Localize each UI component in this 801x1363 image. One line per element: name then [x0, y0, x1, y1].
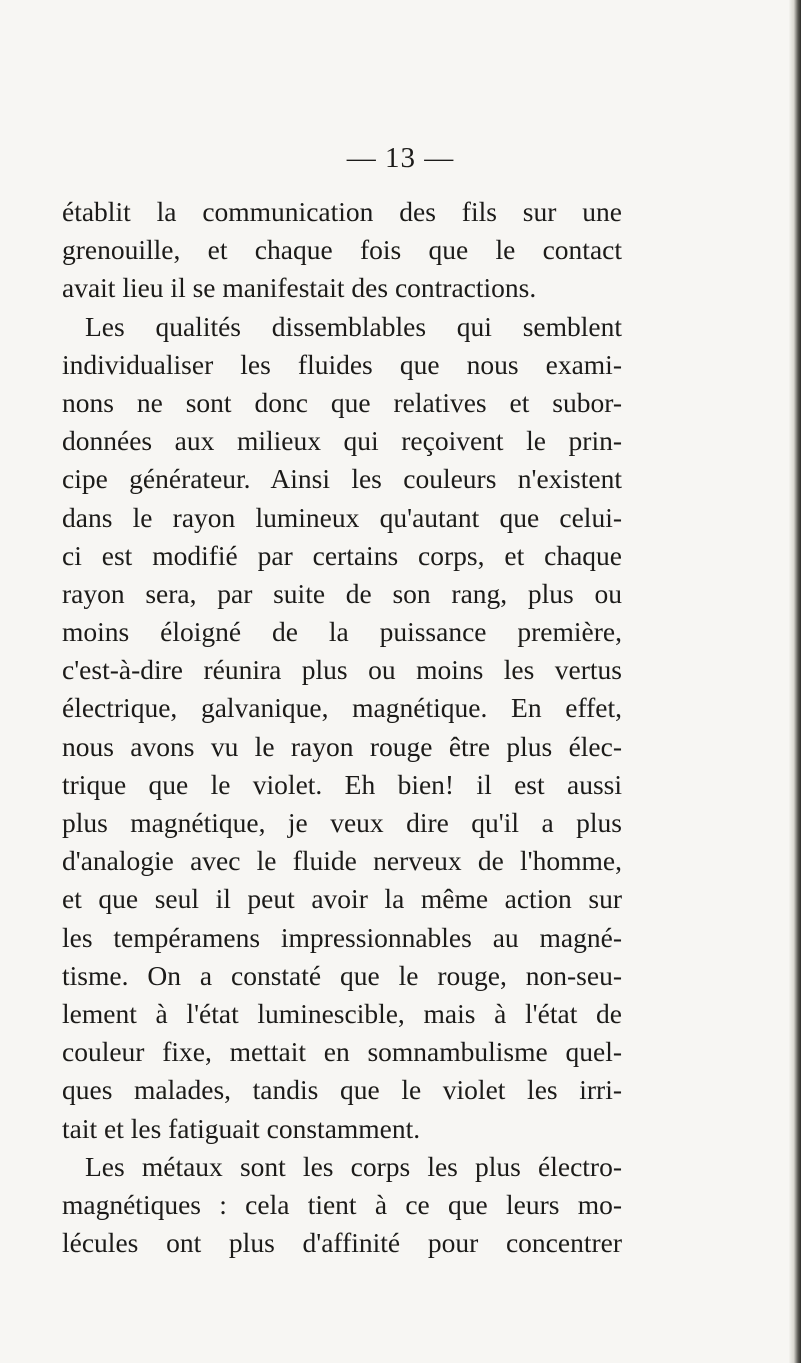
- text-line: Les métaux sont les corps les plus électro-: [85, 1150, 622, 1182]
- text-line: c'est-à-dire réunira plus ou moins les vertus: [62, 654, 622, 686]
- text-line: ques malades, tandis que le violet les irri-: [62, 1074, 622, 1106]
- text-line: d'analogie avec le fluide nerveux de l'homme,: [62, 845, 622, 877]
- text-line: nons ne sont donc que relatives et subor-: [62, 386, 622, 418]
- text-line: tisme. On a constaté que le rouge, non-seu-: [62, 959, 622, 991]
- text-line: moins éloigné de la puissance première,: [62, 616, 622, 648]
- text-line: lécules ont plus d'affinité pour concentrer: [62, 1227, 622, 1259]
- text-line: cipe générateur. Ainsi les couleurs n'existent: [62, 463, 622, 495]
- text-line: les tempéramens impressionnables au magné-: [62, 921, 622, 953]
- text-line: avait lieu il se manifestait des contractions.: [62, 272, 537, 304]
- text-line: couleur fixe, mettait en somnambulisme quel-: [62, 1036, 622, 1068]
- text-line: tait et les fatiguait constamment.: [62, 1112, 421, 1144]
- text-line: électrique, galvanique, magnétique. En effet,: [62, 692, 622, 724]
- text-line: Les qualités dissemblables qui semblent: [85, 310, 622, 342]
- text-line: ci est modifié par certains corps, et chaque: [62, 539, 622, 571]
- text-line: nous avons vu le rayon rouge être plus élec-: [62, 730, 622, 762]
- text-line: individualiser les fluides que nous exami-: [62, 348, 622, 380]
- text-line: données aux milieux qui reçoivent le prin-: [62, 425, 622, 457]
- body-text: [62, 193, 622, 1262]
- text-line: plus magnétique, je veux dire qu'il a plus: [62, 807, 622, 838]
- text-line: lement à l'état luminescible, mais à l'état de: [62, 997, 622, 1029]
- page-number: — 13 —: [346, 142, 455, 174]
- text-line: et que seul il peut avoir la même action sur: [62, 883, 622, 915]
- page-edge-shadow: [789, 0, 801, 1363]
- text-line: trique que le violet. Eh bien! il est aussi: [62, 768, 622, 800]
- text-line: magnétiques : cela tient à ce que leurs mo-: [62, 1188, 622, 1220]
- text-line: dans le rayon lumineux qu'autant que celui-: [62, 501, 622, 533]
- text-line: grenouille, et chaque fois que le contact: [62, 234, 622, 266]
- text-line: rayon sera, par suite de son rang, plus ou: [62, 577, 622, 609]
- text-line: établit la communication des fils sur une: [62, 196, 622, 227]
